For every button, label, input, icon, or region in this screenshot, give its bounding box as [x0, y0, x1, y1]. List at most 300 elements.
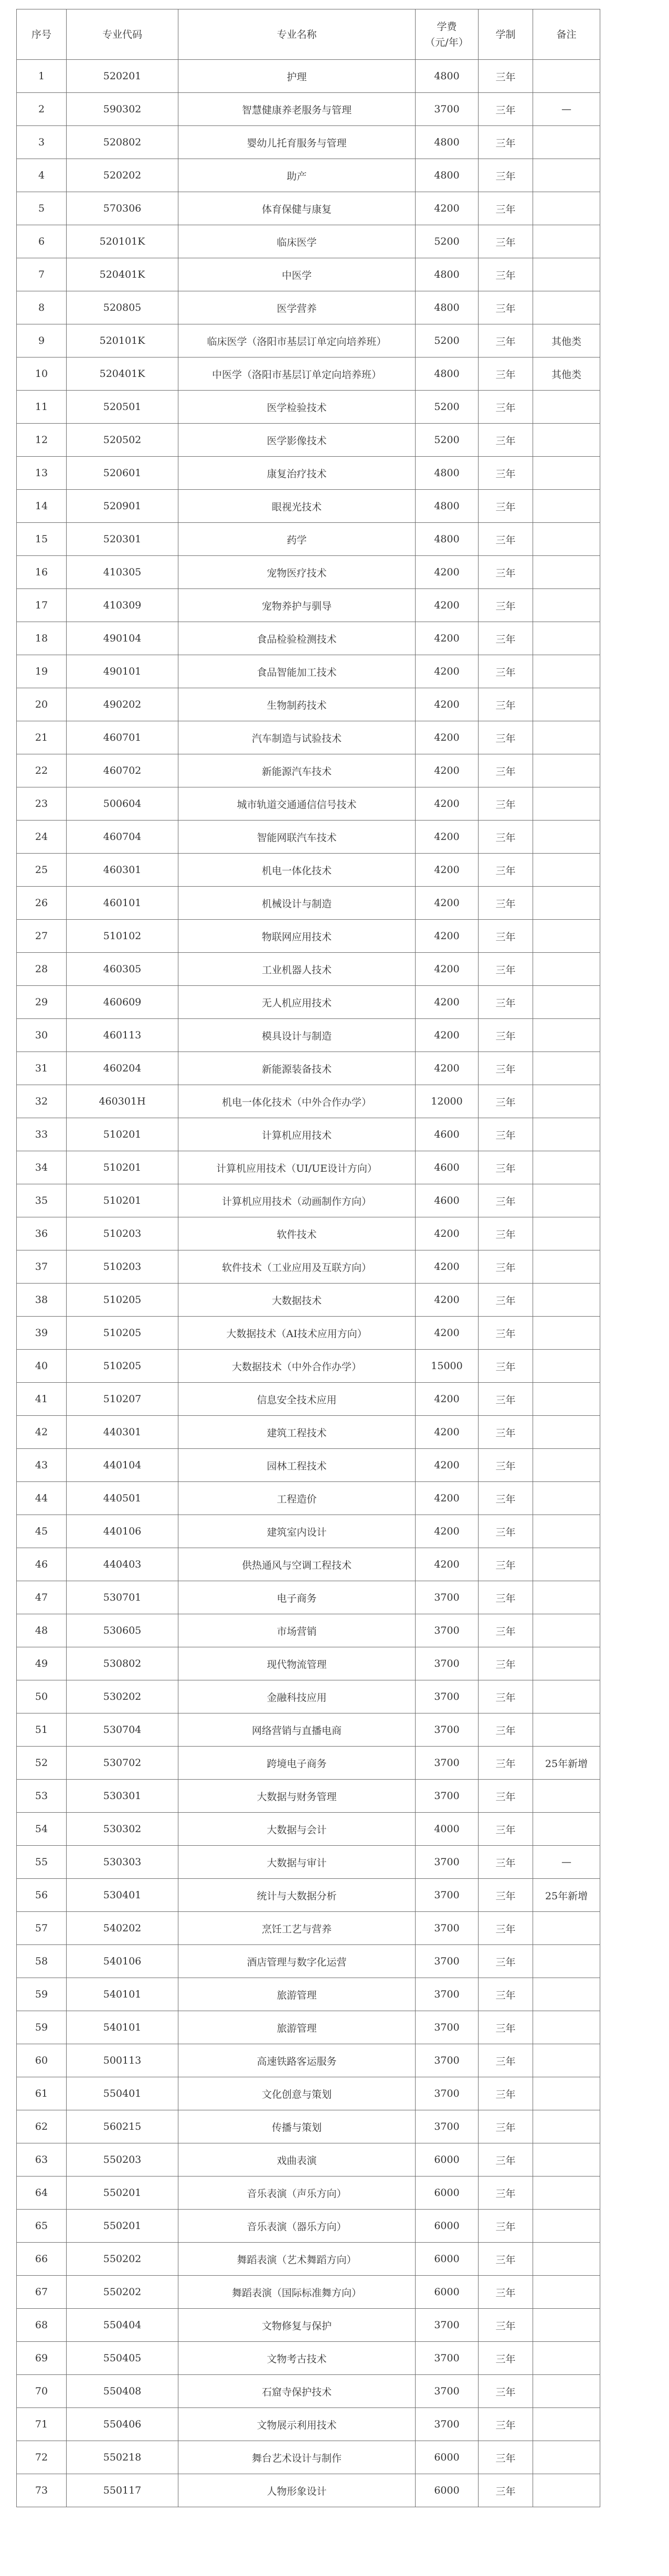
cell-index: 58 — [17, 1945, 67, 1978]
cell-index: 31 — [17, 1052, 67, 1085]
table-row — [17, 2276, 600, 2309]
table-row — [17, 2210, 600, 2243]
header-duration: 学制 — [479, 9, 533, 60]
cell-fee: 3700 — [416, 1713, 479, 1747]
cell-fee: 3700 — [416, 2077, 479, 2110]
table-row — [17, 1449, 600, 1482]
cell-code: 440106 — [67, 1515, 178, 1548]
cell-duration: 三年 — [479, 1813, 533, 1846]
cell-index: 41 — [17, 1383, 67, 1416]
cell-duration: 三年 — [479, 2474, 533, 2507]
cell-code: 510207 — [67, 1383, 178, 1416]
cell-duration: 三年 — [479, 1284, 533, 1317]
cell-code: 550202 — [67, 2243, 178, 2276]
cell-remark — [533, 2342, 600, 2375]
table-row — [17, 754, 600, 787]
cell-major-name: 文化创意与策划 — [178, 2077, 416, 2110]
cell-code: 520901 — [67, 490, 178, 523]
cell-code: 460702 — [67, 754, 178, 787]
cell-duration: 三年 — [479, 291, 533, 324]
cell-duration: 三年 — [479, 1085, 533, 1118]
cell-code: 550408 — [67, 2375, 178, 2408]
table-row — [17, 1317, 600, 1350]
table-row — [17, 721, 600, 754]
cell-fee: 4200 — [416, 920, 479, 953]
table-row — [17, 1647, 600, 1680]
table-row — [17, 2077, 600, 2110]
cell-duration: 三年 — [479, 2441, 533, 2474]
table-row — [17, 953, 600, 986]
cell-duration: 三年 — [479, 1614, 533, 1647]
cell-remark — [533, 225, 600, 258]
cell-fee: 4800 — [416, 60, 479, 93]
cell-index: 48 — [17, 1614, 67, 1647]
cell-duration: 三年 — [479, 1780, 533, 1813]
cell-major-name: 传播与策划 — [178, 2110, 416, 2143]
cell-remark — [533, 1317, 600, 1350]
cell-duration: 三年 — [479, 424, 533, 457]
cell-fee: 3700 — [416, 1978, 479, 2011]
table-row — [17, 2375, 600, 2408]
cell-fee: 4000 — [416, 1813, 479, 1846]
cell-remark — [533, 126, 600, 159]
cell-code: 530202 — [67, 1680, 178, 1713]
cell-code: 530802 — [67, 1647, 178, 1680]
cell-duration: 三年 — [479, 1482, 533, 1515]
cell-code: 460113 — [67, 1019, 178, 1052]
cell-major-name: 旅游管理 — [178, 2011, 416, 2044]
cell-remark — [533, 1945, 600, 1978]
table-row — [17, 1713, 600, 1747]
cell-code: 550404 — [67, 2309, 178, 2342]
cell-remark — [533, 424, 600, 457]
table-row — [17, 787, 600, 821]
cell-duration: 三年 — [479, 1515, 533, 1548]
cell-code: 550202 — [67, 2276, 178, 2309]
cell-code: 550201 — [67, 2210, 178, 2243]
cell-code: 520601 — [67, 457, 178, 490]
cell-code: 530302 — [67, 1813, 178, 1846]
cell-major-name: 金融科技应用 — [178, 1680, 416, 1713]
table-row — [17, 2474, 600, 2507]
cell-remark — [533, 688, 600, 721]
cell-duration: 三年 — [479, 1151, 533, 1184]
cell-major-name: 酒店管理与数字化运营 — [178, 1945, 416, 1978]
cell-remark — [533, 986, 600, 1019]
cell-index: 60 — [17, 2044, 67, 2077]
cell-major-name: 供热通风与空调工程技术 — [178, 1548, 416, 1581]
cell-index: 65 — [17, 2210, 67, 2243]
cell-major-name: 医学营养 — [178, 291, 416, 324]
cell-code: 440403 — [67, 1548, 178, 1581]
cell-duration: 三年 — [479, 1978, 533, 2011]
cell-major-name: 模具设计与制造 — [178, 1019, 416, 1052]
table-row — [17, 1813, 600, 1846]
cell-major-name: 医学影像技术 — [178, 424, 416, 457]
table-row — [17, 1680, 600, 1713]
cell-duration: 三年 — [479, 953, 533, 986]
cell-code: 510203 — [67, 1217, 178, 1250]
cell-index: 3 — [17, 126, 67, 159]
cell-major-name: 智慧健康养老服务与管理 — [178, 93, 416, 126]
cell-index: 45 — [17, 1515, 67, 1548]
cell-major-name: 医学检验技术 — [178, 391, 416, 424]
cell-major-name: 大数据与审计 — [178, 1846, 416, 1879]
cell-remark — [533, 2441, 600, 2474]
cell-major-name: 软件技术 — [178, 1217, 416, 1250]
cell-remark — [533, 556, 600, 589]
cell-code: 530303 — [67, 1846, 178, 1879]
cell-index: 26 — [17, 887, 67, 920]
cell-fee: 4200 — [416, 986, 479, 1019]
cell-index: 28 — [17, 953, 67, 986]
cell-major-name: 市场营销 — [178, 1614, 416, 1647]
cell-duration: 三年 — [479, 622, 533, 655]
cell-index: 55 — [17, 1846, 67, 1879]
cell-fee: 4200 — [416, 1284, 479, 1317]
cell-code: 520805 — [67, 291, 178, 324]
cell-remark — [533, 2110, 600, 2143]
cell-index: 12 — [17, 424, 67, 457]
cell-major-name: 食品检验检测技术 — [178, 622, 416, 655]
cell-fee: 4600 — [416, 1151, 479, 1184]
cell-index: 24 — [17, 821, 67, 854]
cell-index: 10 — [17, 358, 67, 391]
cell-remark — [533, 787, 600, 821]
cell-duration: 三年 — [479, 1184, 533, 1217]
header-fee-line1: 学费 — [437, 20, 457, 33]
table-row — [17, 291, 600, 324]
cell-duration: 三年 — [479, 1383, 533, 1416]
header-index: 序号 — [17, 9, 67, 60]
cell-duration: 三年 — [479, 2177, 533, 2210]
cell-duration: 三年 — [479, 1416, 533, 1449]
cell-duration: 三年 — [479, 754, 533, 787]
cell-index: 57 — [17, 1912, 67, 1945]
cell-major-name: 大数据与会计 — [178, 1813, 416, 1846]
cell-fee: 6000 — [416, 2143, 479, 2177]
cell-duration: 三年 — [479, 1581, 533, 1614]
cell-fee: 4200 — [416, 1217, 479, 1250]
cell-index: 35 — [17, 1184, 67, 1217]
cell-index: 64 — [17, 2177, 67, 2210]
cell-duration: 三年 — [479, 2408, 533, 2441]
cell-duration: 三年 — [479, 2243, 533, 2276]
cell-fee: 4200 — [416, 754, 479, 787]
table-row — [17, 2441, 600, 2474]
table-body — [17, 60, 600, 2507]
cell-index: 38 — [17, 1284, 67, 1317]
cell-index: 21 — [17, 721, 67, 754]
cell-remark — [533, 920, 600, 953]
cell-index: 59 — [17, 1978, 67, 2011]
cell-major-name: 音乐表演（声乐方向） — [178, 2177, 416, 2210]
cell-remark — [533, 1019, 600, 1052]
cell-duration: 三年 — [479, 1350, 533, 1383]
cell-remark — [533, 1416, 600, 1449]
cell-fee: 4200 — [416, 854, 479, 887]
cell-fee: 4200 — [416, 1548, 479, 1581]
cell-index: 44 — [17, 1482, 67, 1515]
cell-major-name: 食品智能加工技术 — [178, 655, 416, 688]
cell-index: 42 — [17, 1416, 67, 1449]
cell-duration: 三年 — [479, 1449, 533, 1482]
cell-duration: 三年 — [479, 1945, 533, 1978]
cell-code: 520301 — [67, 523, 178, 556]
table-row — [17, 192, 600, 225]
cell-remark — [533, 2177, 600, 2210]
cell-major-name: 护理 — [178, 60, 416, 93]
cell-remark — [533, 1780, 600, 1813]
table-row — [17, 1383, 600, 1416]
cell-index: 17 — [17, 589, 67, 622]
cell-major-name: 机电一体化技术（中外合作办学） — [178, 1085, 416, 1118]
cell-major-name: 信息安全技术应用 — [178, 1383, 416, 1416]
cell-major-name: 软件技术（工业应用及互联方向） — [178, 1250, 416, 1284]
cell-duration: 三年 — [479, 589, 533, 622]
cell-remark — [533, 192, 600, 225]
table-header-row — [17, 9, 600, 60]
cell-code: 460204 — [67, 1052, 178, 1085]
cell-fee: 4200 — [416, 821, 479, 854]
cell-code: 540101 — [67, 2011, 178, 2044]
cell-code: 460609 — [67, 986, 178, 1019]
cell-fee: 4200 — [416, 1052, 479, 1085]
cell-index: 19 — [17, 655, 67, 688]
cell-fee: 3700 — [416, 1846, 479, 1879]
cell-fee: 4200 — [416, 887, 479, 920]
cell-remark — [533, 1647, 600, 1680]
table-row — [17, 225, 600, 258]
table-row — [17, 887, 600, 920]
cell-remark — [533, 622, 600, 655]
cell-duration: 三年 — [479, 1317, 533, 1350]
cell-index: 49 — [17, 1647, 67, 1680]
cell-fee: 3700 — [416, 1581, 479, 1614]
cell-code: 530701 — [67, 1581, 178, 1614]
cell-fee: 3700 — [416, 1614, 479, 1647]
cell-major-name: 大数据与财务管理 — [178, 1780, 416, 1813]
cell-remark — [533, 1548, 600, 1581]
cell-major-name: 石窟寺保护技术 — [178, 2375, 416, 2408]
cell-fee: 6000 — [416, 2474, 479, 2507]
cell-index: 25 — [17, 854, 67, 887]
cell-fee: 4800 — [416, 291, 479, 324]
cell-code: 510203 — [67, 1250, 178, 1284]
cell-remark — [533, 821, 600, 854]
cell-duration: 三年 — [479, 1548, 533, 1581]
table-row — [17, 126, 600, 159]
cell-code: 460301 — [67, 854, 178, 887]
cell-remark — [533, 1912, 600, 1945]
cell-index: 47 — [17, 1581, 67, 1614]
cell-duration: 三年 — [479, 1879, 533, 1912]
cell-major-name: 体育保健与康复 — [178, 192, 416, 225]
cell-duration: 三年 — [479, 821, 533, 854]
cell-duration: 三年 — [479, 490, 533, 523]
cell-fee: 15000 — [416, 1350, 479, 1383]
cell-index: 16 — [17, 556, 67, 589]
cell-duration: 三年 — [479, 887, 533, 920]
cell-fee: 4800 — [416, 126, 479, 159]
cell-fee: 3700 — [416, 1747, 479, 1780]
cell-major-name: 临床医学 — [178, 225, 416, 258]
table-row — [17, 1614, 600, 1647]
cell-index: 59 — [17, 2011, 67, 2044]
table-row — [17, 1085, 600, 1118]
cell-fee: 4200 — [416, 1019, 479, 1052]
cell-major-name: 中医学（洛阳市基层订单定向培养班） — [178, 358, 416, 391]
cell-remark — [533, 1482, 600, 1515]
cell-code: 550203 — [67, 2143, 178, 2177]
table-row — [17, 920, 600, 953]
cell-remark — [533, 2474, 600, 2507]
cell-code: 520101K — [67, 324, 178, 358]
cell-fee: 4200 — [416, 721, 479, 754]
cell-index: 54 — [17, 1813, 67, 1846]
cell-duration: 三年 — [479, 1680, 533, 1713]
cell-index: 63 — [17, 2143, 67, 2177]
cell-fee: 3700 — [416, 2044, 479, 2077]
cell-index: 52 — [17, 1747, 67, 1780]
cell-index: 30 — [17, 1019, 67, 1052]
table-row — [17, 60, 600, 93]
cell-index: 50 — [17, 1680, 67, 1713]
table-row — [17, 1581, 600, 1614]
cell-code: 490101 — [67, 655, 178, 688]
cell-code: 520202 — [67, 159, 178, 192]
cell-index: 22 — [17, 754, 67, 787]
cell-major-name: 人物形象设计 — [178, 2474, 416, 2507]
majors-table-container — [16, 9, 600, 2507]
cell-major-name: 大数据技术（AI技术应用方向） — [178, 1317, 416, 1350]
cell-remark — [533, 655, 600, 688]
cell-index: 71 — [17, 2408, 67, 2441]
table-row — [17, 1019, 600, 1052]
table-row — [17, 589, 600, 622]
cell-fee: 3700 — [416, 2011, 479, 2044]
table-row — [17, 1184, 600, 1217]
cell-fee: 4200 — [416, 1449, 479, 1482]
cell-code: 510201 — [67, 1151, 178, 1184]
cell-duration: 三年 — [479, 225, 533, 258]
cell-fee: 3700 — [416, 2408, 479, 2441]
cell-fee: 4800 — [416, 258, 479, 291]
table-row — [17, 523, 600, 556]
cell-code: 550406 — [67, 2408, 178, 2441]
cell-code: 540101 — [67, 1978, 178, 2011]
cell-duration: 三年 — [479, 1846, 533, 1879]
cell-remark — [533, 1449, 600, 1482]
cell-index: 66 — [17, 2243, 67, 2276]
cell-remark — [533, 1184, 600, 1217]
cell-major-name: 城市轨道交通通信信号技术 — [178, 787, 416, 821]
cell-major-name: 旅游管理 — [178, 1978, 416, 2011]
cell-code: 570306 — [67, 192, 178, 225]
cell-major-name: 计算机应用技术 — [178, 1118, 416, 1151]
cell-duration: 三年 — [479, 126, 533, 159]
cell-code: 440501 — [67, 1482, 178, 1515]
cell-remark — [533, 953, 600, 986]
cell-fee: 3700 — [416, 2309, 479, 2342]
cell-index: 34 — [17, 1151, 67, 1184]
cell-duration: 三年 — [479, 2276, 533, 2309]
cell-fee: 3700 — [416, 2342, 479, 2375]
table-row — [17, 1350, 600, 1383]
table-row — [17, 1151, 600, 1184]
cell-index: 15 — [17, 523, 67, 556]
cell-fee: 4800 — [416, 490, 479, 523]
cell-major-name: 无人机应用技术 — [178, 986, 416, 1019]
cell-code: 530702 — [67, 1747, 178, 1780]
table-row — [17, 622, 600, 655]
cell-duration: 三年 — [479, 655, 533, 688]
cell-duration: 三年 — [479, 2143, 533, 2177]
cell-remark — [533, 1350, 600, 1383]
cell-remark — [533, 2309, 600, 2342]
cell-index: 2 — [17, 93, 67, 126]
cell-index: 32 — [17, 1085, 67, 1118]
cell-duration: 三年 — [479, 324, 533, 358]
cell-remark — [533, 721, 600, 754]
cell-code: 550117 — [67, 2474, 178, 2507]
table-row — [17, 258, 600, 291]
cell-major-name: 新能源汽车技术 — [178, 754, 416, 787]
cell-code: 530605 — [67, 1614, 178, 1647]
cell-fee: 4200 — [416, 1317, 479, 1350]
cell-index: 20 — [17, 688, 67, 721]
table-row — [17, 1515, 600, 1548]
cell-fee: 4200 — [416, 688, 479, 721]
cell-code: 520802 — [67, 126, 178, 159]
cell-fee: 4200 — [416, 655, 479, 688]
cell-fee: 4200 — [416, 556, 479, 589]
cell-index: 61 — [17, 2077, 67, 2110]
cell-duration: 三年 — [479, 93, 533, 126]
cell-remark — [533, 391, 600, 424]
cell-duration: 三年 — [479, 986, 533, 1019]
table-row — [17, 2309, 600, 2342]
cell-remark — [533, 1250, 600, 1284]
table-row — [17, 821, 600, 854]
header-code: 专业代码 — [67, 9, 178, 60]
header-fee — [416, 9, 479, 60]
cell-index: 46 — [17, 1548, 67, 1581]
cell-code: 510205 — [67, 1317, 178, 1350]
cell-remark — [533, 2077, 600, 2110]
cell-index: 67 — [17, 2276, 67, 2309]
cell-major-name: 智能网联汽车技术 — [178, 821, 416, 854]
cell-code: 460301H — [67, 1085, 178, 1118]
cell-duration: 三年 — [479, 523, 533, 556]
cell-code: 440104 — [67, 1449, 178, 1482]
cell-code: 410305 — [67, 556, 178, 589]
cell-index: 6 — [17, 225, 67, 258]
cell-duration: 三年 — [479, 1217, 533, 1250]
cell-duration: 三年 — [479, 391, 533, 424]
table-row — [17, 324, 600, 358]
cell-code: 510102 — [67, 920, 178, 953]
cell-code: 510205 — [67, 1284, 178, 1317]
cell-code: 530301 — [67, 1780, 178, 1813]
cell-index: 39 — [17, 1317, 67, 1350]
cell-remark — [533, 60, 600, 93]
cell-duration: 三年 — [479, 192, 533, 225]
cell-fee: 6000 — [416, 2276, 479, 2309]
cell-index: 8 — [17, 291, 67, 324]
cell-index: 43 — [17, 1449, 67, 1482]
cell-major-name: 文物修复与保护 — [178, 2309, 416, 2342]
